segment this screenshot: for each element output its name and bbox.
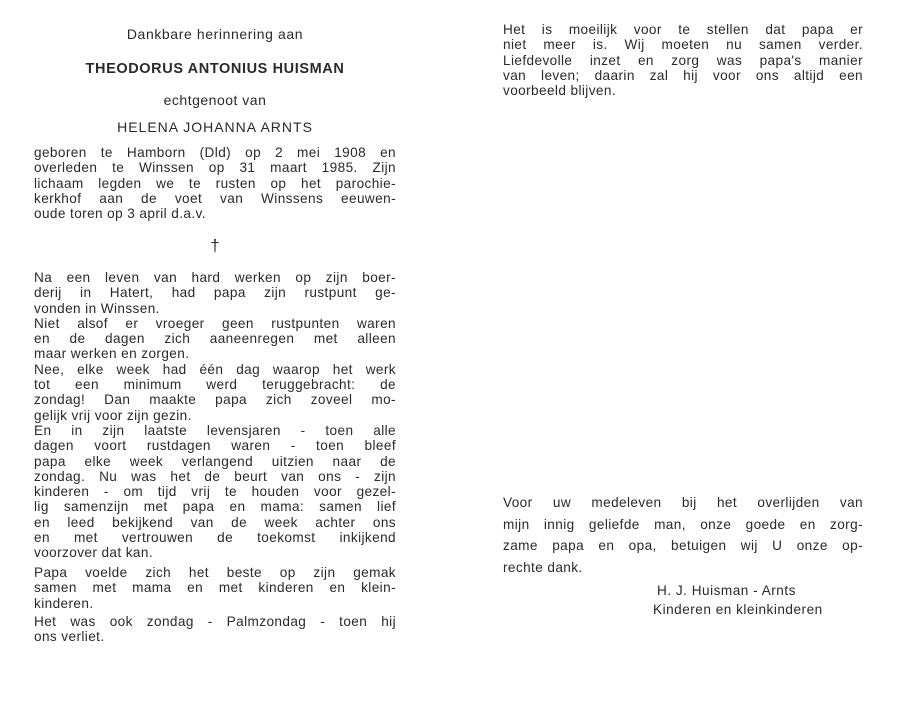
spouse-of-line: echtgenoot van (163, 92, 267, 108)
text-line: tot een minimum werd teruggebracht: de (34, 377, 396, 393)
text-line: mijn innig geliefde man, onze goede en zorg- (503, 516, 863, 532)
text-line: Voor uw medeleven bij het overlijden van (503, 495, 863, 510)
text-line: derij in Hatert, had papa zijn rustpunt ge- (34, 285, 396, 301)
text-line: voorbeeld blijven. (503, 83, 616, 99)
text-line: Papa voelde zich het beste op zijn gemak (34, 565, 396, 580)
cross-icon: † (210, 236, 220, 255)
text-line: dagen voort rustdagen waren - toen bleef (34, 438, 396, 454)
text-line: vonden in Winssen. (34, 300, 160, 316)
text-line: Het is moeilijk voor te stellen dat papa er (503, 22, 863, 37)
comfort-paragraph (34, 565, 396, 611)
remembrance-paragraph (503, 22, 863, 98)
text-line: papa elke week verlangend uitzien naar de (34, 453, 396, 469)
text-line: en de dagen zich aaneenregen met alleen (34, 331, 396, 347)
text-line: maar werken en zorgen. (34, 346, 190, 362)
text-line: van leven; daarin zal hij voor ons altijd een (503, 67, 863, 83)
text-line: ons verliet. (34, 629, 105, 645)
signature-widow: H. J. Huisman - Arnts (657, 583, 796, 598)
text-line: zondag. Nu was het de beurt van ons - zijn (34, 468, 396, 484)
text-line: lig samenzijn met papa en mama: samen lief (34, 499, 396, 515)
text-line: zame papa en opa, betuigen wij U onze op- (503, 538, 863, 553)
text-line: oude toren op 3 april d.a.v. (34, 206, 206, 222)
text-line: Niet alsof er vroeger geen rustpunten waren (34, 315, 396, 331)
text-line: geboren te Hamborn (Dld) op 2 mei 1908 en (34, 145, 396, 160)
birth-death-paragraph (34, 145, 396, 221)
life-story-paragraph (34, 270, 396, 561)
text-line: Na een leven van hard werken op zijn boer- (34, 270, 396, 285)
text-line: kinderen - om tijd vrij te houden voor gezel- (34, 484, 396, 500)
text-line: gelijk vrij voor zijn gezin. (34, 407, 192, 423)
intro-line: Dankbare herinnering aan (126, 26, 304, 42)
text-line: lichaam legden we te rusten op het parochie- (34, 175, 396, 191)
text-line: kerkhof aan de voet van Winssens eeuwen- (34, 190, 396, 206)
thanks-paragraph (503, 492, 863, 578)
text-line: En in zijn laatste levensjaren - toen alle (34, 422, 396, 438)
text-line: Nee, elke week had één dag waarop het werk (34, 361, 396, 377)
text-line: voorzover dat kan. (34, 545, 154, 561)
text-line: overleden te Winssen op 31 maart 1985. Zijn (34, 160, 396, 176)
text-line: samen met mama en met kinderen en klein- (34, 580, 396, 596)
signature-family: Kinderen en kleinkinderen (653, 602, 823, 617)
text-line: kinderen. (34, 595, 94, 611)
palm-sunday-paragraph (34, 614, 396, 645)
text-line: niet meer is. Wij moeten nu samen verder. (503, 37, 863, 53)
text-line: en met vertrouwen de toekomst inkijkend (34, 530, 396, 546)
text-line: Het was ook zondag - Palmzondag - toen hij (34, 614, 396, 629)
text-line: rechte dank. (503, 559, 583, 575)
text-line: en leed bekijkend van de week achter ons (34, 514, 396, 530)
text-line: zondag! Dan maakte papa zich zoveel mo- (34, 392, 396, 408)
spouse-name: HELENA JOHANNA ARNTS (117, 119, 313, 135)
text-line: Liefdevolle inzet en zorg was papa's manier (503, 52, 863, 68)
deceased-name: THEODORUS ANTONIUS HUISMAN (85, 61, 345, 77)
